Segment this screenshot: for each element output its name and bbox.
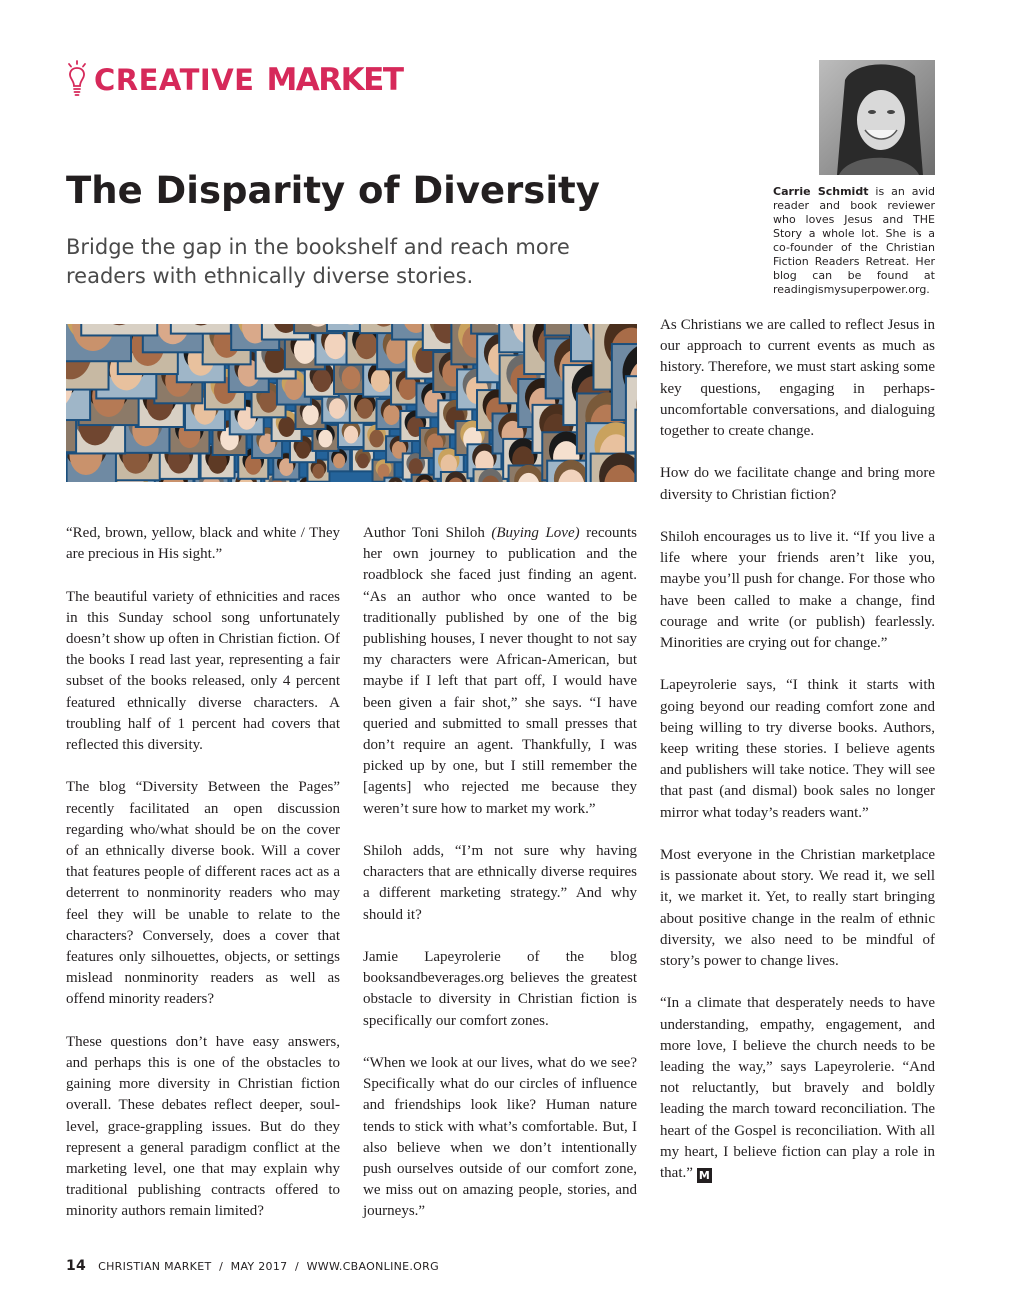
body-text: Author Toni Shiloh: [363, 525, 492, 541]
body-column-3: [660, 315, 935, 1184]
face-tile: [352, 449, 374, 471]
body-column-2: [363, 523, 637, 1223]
page-number: 14: [66, 1258, 87, 1274]
face-tile: [171, 324, 231, 334]
body-paragraph: “Red, brown, yellow, black and white / They are precious in His sight.”: [66, 525, 340, 563]
article-subtitle: Bridge the gap in the bookshelf and reach more readers with ethnically diverse stories.: [66, 235, 570, 288]
body-paragraph: The beautiful variety of ethnicities and races in this Sunday school song unfortunately doesn’t show up often in Christian fiction. Of the books I read last year, representing a fair subset of the books released, only 4 percent featured ethnically diverse characters. A troubling half of 1 percent had covers that reflected this diversity.: [66, 588, 340, 754]
footer-publication: CHRISTIAN MARKET / MAY 2017 / WWW.CBAONLINE.ORG: [98, 1260, 439, 1273]
author-bio: [773, 185, 935, 297]
face-tile: [81, 324, 157, 335]
page-footer: [66, 1258, 439, 1274]
body-paragraph: Shiloh encourages us to live it. “If you live a life where your friends aren’t like you, maybe you’ll push for change. For those who have been called to make a change, find courage and write (or publish) fearlessly. Minorities are crying out for change.”: [660, 529, 935, 652]
body-text: “In a climate that desperately needs to have understanding, empathy, engagement, and more love, I believe the church needs to be leading the way,” says Lapeyrolerie. “And not reluctantly, but bravely and boldly leading the march toward reconciliation. The heart of the Gospel is reconciliation. With all my heart, I believe fiction can play a role in that.”: [660, 995, 935, 1182]
hero-image-faces-collage: [66, 324, 637, 482]
body-paragraph: Lapeyrolerie says, “I think it starts with going beyond our reading comfort zone and being willing to try diverse books. Authors, keep writing these stories. I believe agents and publishers will take notice. They will see that past (and dismal) book sales no longer mirror what today’s readers want.”: [660, 677, 935, 821]
body-paragraph: “When we look at our lives, what do we see? Specifically what do our circles of influence and friendships look like? Human nature tends to stick with what’s comfortable. But, I also believe when we don’t intentionally push ourselves outside of our comfort zone, we miss out on amazing people, stories, and journeys.”: [363, 1055, 637, 1220]
lightbulb-icon: [66, 60, 88, 100]
author-photo: [819, 60, 935, 175]
face-tile: [338, 421, 364, 447]
body-paragraph: [363, 523, 637, 820]
article-title: The Disparity of Diversity: [66, 169, 600, 212]
body-paragraph: How do we facilitate change and bring more diversity to Christian fiction?: [660, 465, 935, 503]
end-of-article-icon: M: [697, 1168, 712, 1183]
body-column-1: [66, 523, 340, 1223]
body-paragraph: Shiloh adds, “I’m not sure why having characters that are ethnically diverse requires a different marketing strategy.” And why should it?: [363, 843, 637, 923]
body-paragraph: Jamie Lapeyrolerie of the blog booksandbeverages.org believes the greatest obstacle to diversity in Christian fiction is specifically our comfort zones.: [363, 949, 637, 1029]
body-paragraph: As Christians we are called to reflect Jesus in our approach to current events as much as history. Therefore, we must start asking some key questions, engaging in perhaps-uncomfortable conversations, and dialoguing together to create change.: [660, 317, 935, 440]
body-text: recounts her own journey to publication and the roadblock she faced just finding an agent. “As an author who once wanted to be traditionally published by one of the big publishing houses, I never thought to not say my characters were African-American, but maybe if I left that part off, I would have been given a fair shot,” she says. “I have queried and submitted to small presses that don’t require an agent. Thankfully, I was picked up by one, but I still remember the [agents] who rejected me because they weren’t sure how to market my work.”: [363, 525, 637, 817]
author-name: Carrie Schmidt: [773, 185, 869, 198]
section-label-market: MARKET: [266, 61, 403, 98]
body-paragraph: Most everyone in the Christian marketplace is passionate about story. We read it, we sell it, we market it. Yet, to really start bringing about positive change in the realm of ethnic diversity, we also need to be mindful of story’s power to change lives.: [660, 847, 935, 970]
body-paragraph: The blog “Diversity Between the Pages” recently facilitated an open discussion regarding who/what should be on the cover of an ethnically diverse book. Will a cover that features people of different races act as a deterrent to nonminority readers who may feel they will be unable to relate to the characters? Conversely, does a cover that features only silhouettes, objects, or settings mislead nonminority readers as well as offend minority readers?: [66, 779, 340, 1008]
face-tile: [441, 472, 471, 482]
author-bio-text: is an avid reader and book reviewer who loves Jesus and THE Story a whole lot. She is a co-founder of the Christian Fiction Readers Retreat. Her blog can be found at readingismysuperpower.org.: [773, 185, 936, 296]
body-paragraph: [660, 993, 935, 1184]
body-paragraph: These questions don’t have easy answers, and perhaps this is one of the obstacles to gaining more diversity in Christian fiction overall. These debates reflect deeper, soul-level, grace-grappling issues. But do they represent a general paradigm conflict at the marketing level, one that may explain why traditional publishing contracts offered to minority authors remain limited?: [66, 1033, 340, 1220]
section-label-creative: CREATIVE: [94, 62, 255, 97]
face-tile: [328, 449, 350, 471]
face-tile: [635, 408, 637, 482]
face-tile: [591, 453, 637, 482]
book-title: (Buying Love): [491, 525, 580, 541]
section-header: [66, 58, 403, 102]
